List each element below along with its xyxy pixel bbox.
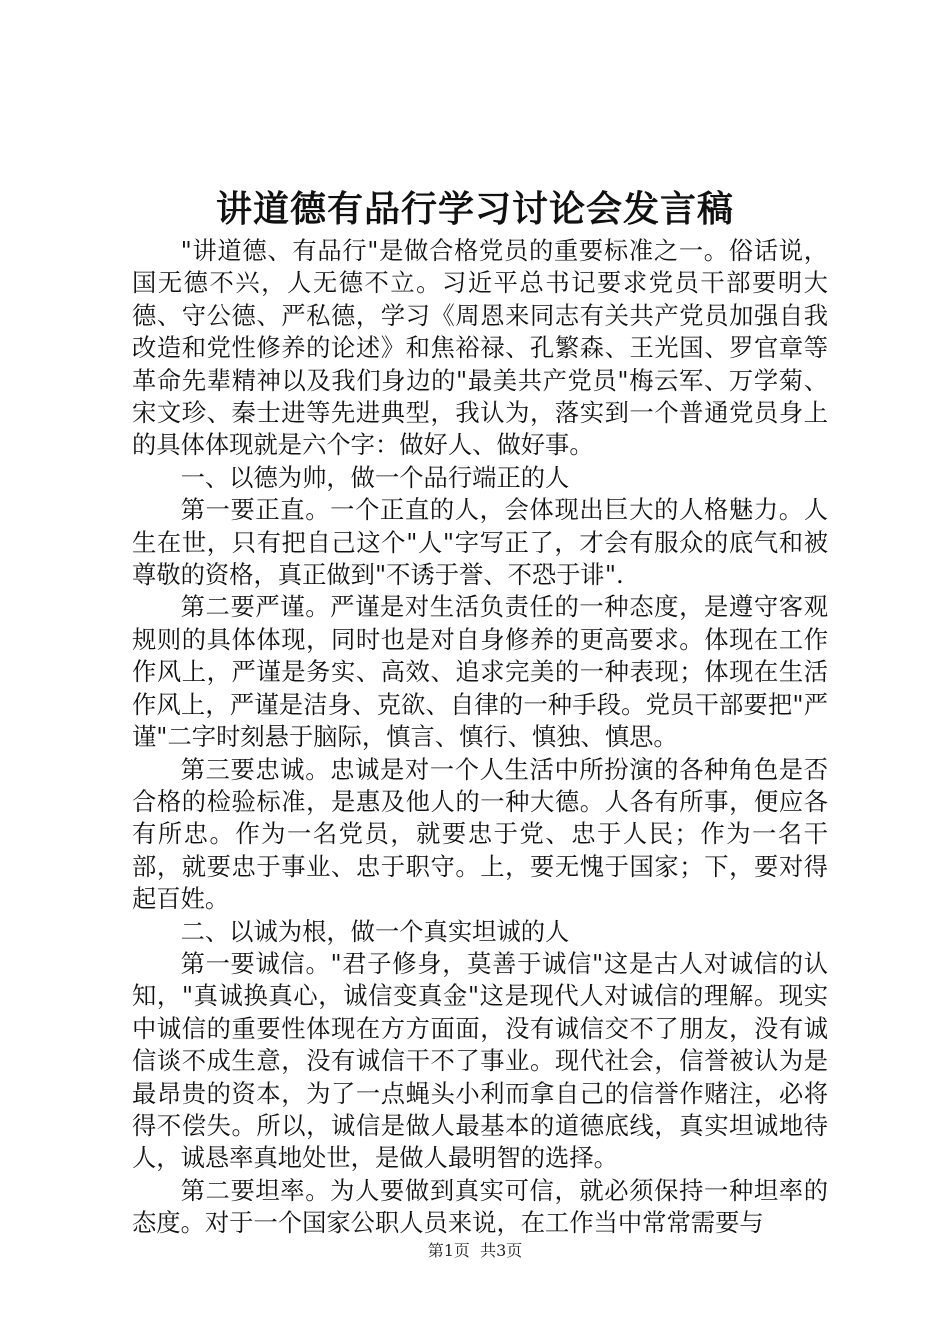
section-heading-1: 一、以德为帅，做一个品行端正的人: [180, 462, 570, 492]
document-title: 讲道德有品行学习讨论会发言稿: [215, 189, 734, 230]
paragraph-loyalty: 第三要忠诚。忠诚是对一个人生活中所扮演的各种角色是否合格的检验标准，是惠及他人的一种大德。人各有所事，便应各有所忠。作为一名党员，就要忠于党、忠于人民；作为一名干部，就要忠于事业、忠于职守。上，要无愧于国家；下，要对得起百姓。: [132, 754, 828, 914]
paragraph-intro: "讲道德、有品行"是做合格党员的重要标准之一。俗话说，国无德不兴，人无德不立。习近平总书记要求党员干部要明大德、守公德、严私德，学习《周恩来同志有关共产党员加强自我改造和党性修养的论述》和焦裕禄、孔繁森、王光国、罗官章等革命先辈精神以及我们身边的"最美共产党员"梅云军、万学菊、宋文珍、秦士进等先进典型，我认为，落实到一个普通党员身上的具体体现就是六个字：做好人、做好事。: [132, 236, 828, 460]
page-number: 第1页 共3页: [427, 1241, 523, 1260]
section-heading-2: 二、以诚为根，做一个真实坦诚的人: [180, 916, 570, 946]
paragraph-rigor: 第二要严谨。严谨是对生活负责任的一种态度，是遵守客观规则的具体体现，同时也是对自身修养的更高要求。体现在工作作风上，严谨是务实、高效、追求完美的一种表现；体现在生活作风上，严谨是洁身、克欲、自律的一种手段。党员干部要把"严谨"二字时刻悬于脑际，慎言、慎行、慎独、慎思。: [132, 592, 828, 752]
paragraph-frankness: 第二要坦率。为人要做到真实可信，就必须保持一种坦率的态度。对于一个国家公职人员来说，在工作当中常常需要与: [132, 1175, 828, 1238]
paragraph-honesty: 第一要诚信。"君子修身，莫善于诚信"这是古人对诚信的认知，"真诚换真心，诚信变真金"这是现代人对诚信的理解。现实中诚信的重要性体现在方方面面，没有诚信交不了朋友，没有诚信谈不成生意，没有诚信干不了事业。现代社会，信誉被认为是最昂贵的资本，为了一点蝇头小利而拿自己的信誉作赌注，必将得不偿失。所以，诚信是做人最基本的道德底线，真实坦诚地待人，诚恳率真地处世，是做人最明智的选择。: [132, 948, 828, 1173]
document-body: [132, 235, 828, 1240]
paragraph-integrity: 第一要正直。一个正直的人，会体现出巨大的人格魅力。人生在世，只有把自己这个"人"字写正了，才会有服众的底气和被尊敬的资格，真正做到"不诱于誉、不恐于诽".: [132, 495, 828, 590]
page-footer: [0, 1240, 950, 1262]
